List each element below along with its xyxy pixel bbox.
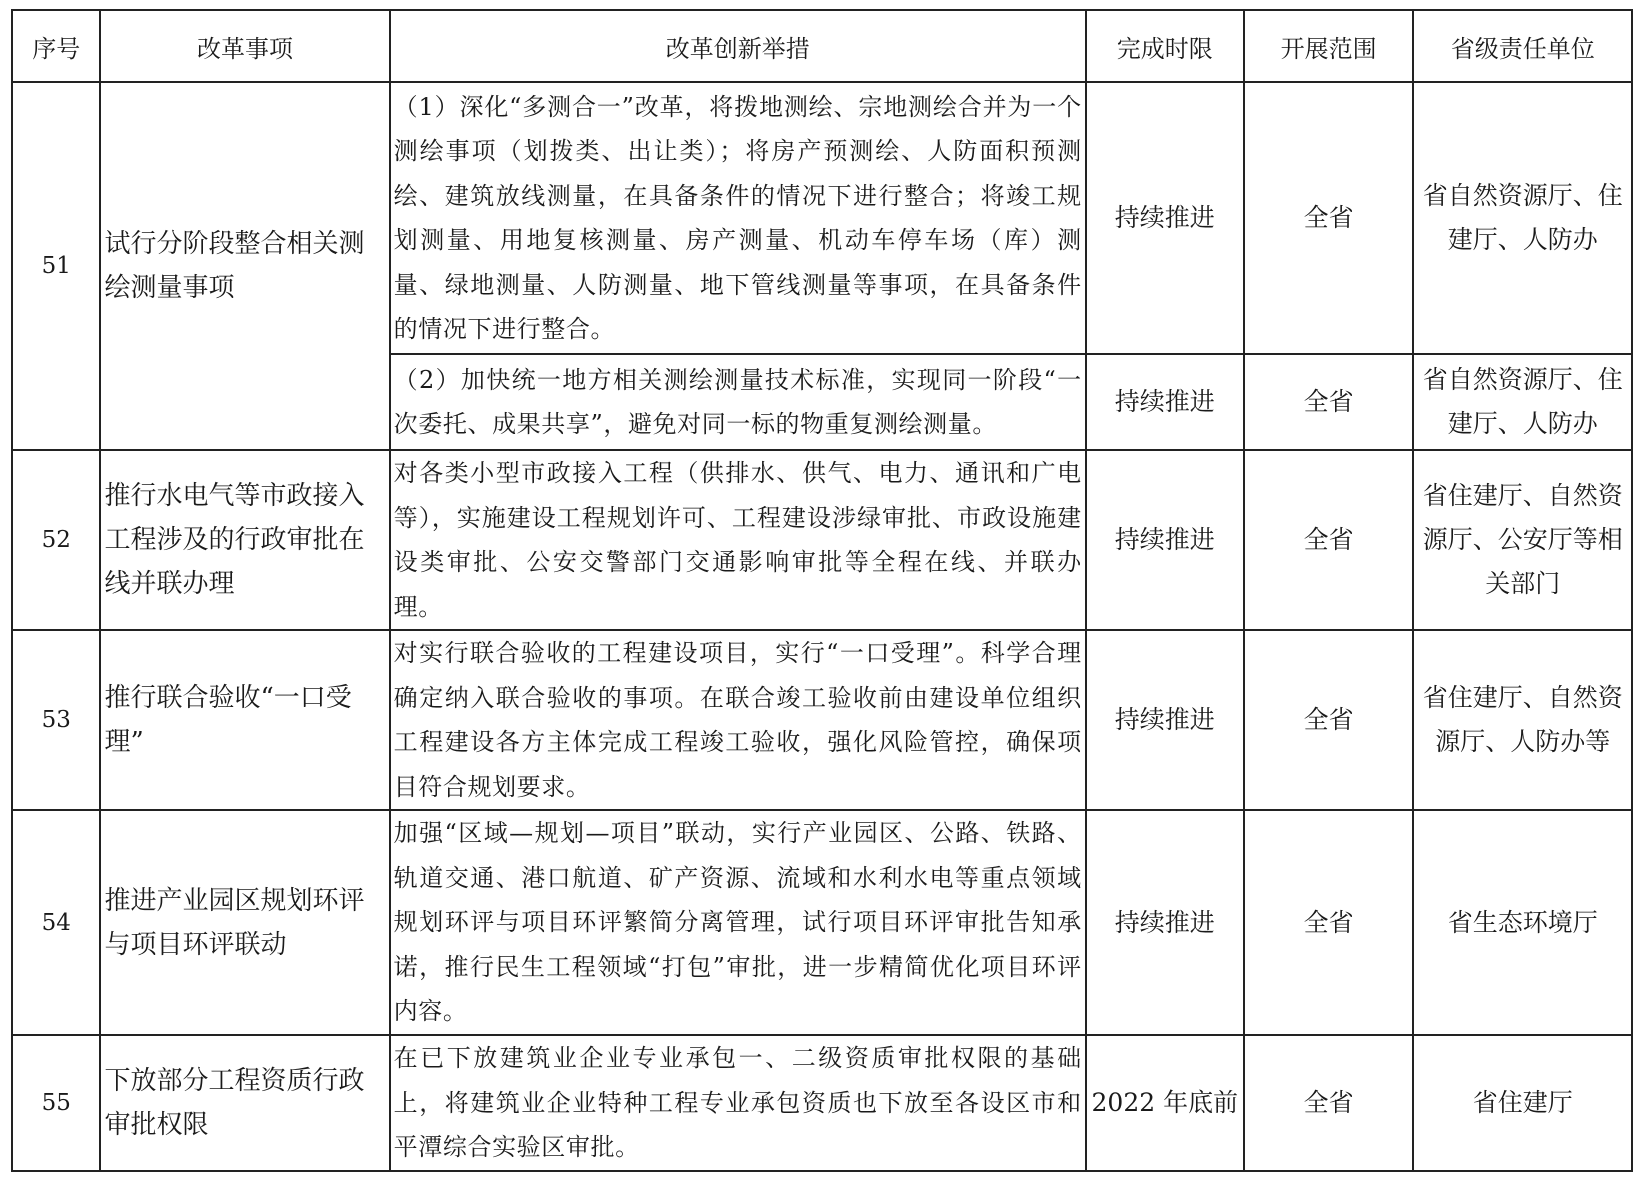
header-item: 改革事项 [100,10,389,82]
deadline-cell: 持续推进 [1086,82,1244,354]
deadline-cell: 持续推进 [1086,450,1244,630]
scope-cell: 全省 [1244,354,1414,450]
deadline-cell: 持续推进 [1086,354,1244,450]
table-row [12,82,1632,354]
reform-measure: 对各类小型市政接入工程（供排水、供气、电力、通讯和广电等），实施建设工程规划许可、工程建设涉绿审批、市政设施建设类审批、公安交警部门交通影响审批等全程在线、并联办理。 [390,450,1086,630]
scope-cell: 全省 [1244,630,1414,810]
table-row [12,450,1632,630]
reform-measure: 在已下放建筑业企业专业承包一、二级资质审批权限的基础上，将建筑业企业特种工程专业承包资质也下放至各设区市和平潭综合实验区审批。 [390,1035,1086,1171]
row-number: 54 [12,810,100,1035]
header-num: 序号 [12,10,100,82]
reform-item: 推行水电气等市政接入工程涉及的行政审批在线并联办理 [100,450,389,630]
table-row [12,810,1632,1035]
reform-item: 试行分阶段整合相关测绘测量事项 [100,82,389,450]
header-measure: 改革创新举措 [390,10,1086,82]
reform-item: 推行联合验收“一口受理” [100,630,389,810]
reform-item: 下放部分工程资质行政审批权限 [100,1035,389,1171]
scope-cell: 全省 [1244,810,1414,1035]
reform-measure: 加强“区域—规划—项目”联动，实行产业园区、公路、铁路、轨道交通、港口航道、矿产资源、流域和水利水电等重点领域规划环评与项目环评繁简分离管理，试行项目环评审批告知承诺，推行民生工程领域“打包”审批，进一步精简优化项目环评内容。 [390,810,1086,1035]
row-number: 53 [12,630,100,810]
deadline-cell: 2022 年底前 [1086,1035,1244,1171]
scope-cell: 全省 [1244,82,1414,354]
row-number: 52 [12,450,100,630]
deadline-cell: 持续推进 [1086,810,1244,1035]
scope-cell: 全省 [1244,1035,1414,1171]
row-number: 51 [12,82,100,450]
header-row [12,10,1632,82]
responsible-unit: 省住建厅 [1413,1035,1632,1171]
row-number: 55 [12,1035,100,1171]
reform-measures-table [11,9,1633,1172]
reform-measure: 对实行联合验收的工程建设项目，实行“一口受理”。科学合理确定纳入联合验收的事项。在联合竣工验收前由建设单位组织工程建设各方主体完成工程竣工验收，强化风险管控，确保项目符合规划要求。 [390,630,1086,810]
scope-cell: 全省 [1244,450,1414,630]
deadline-cell: 持续推进 [1086,630,1244,810]
responsible-unit: 省自然资源厅、住建厅、人防办 [1413,354,1632,450]
table-row [12,1035,1632,1171]
header-unit: 省级责任单位 [1413,10,1632,82]
header-scope: 开展范围 [1244,10,1414,82]
responsible-unit: 省自然资源厅、住建厅、人防办 [1413,82,1632,354]
reform-measure: （2）加快统一地方相关测绘测量技术标准，实现同一阶段“一次委托、成果共享”，避免对同一标的物重复测绘测量。 [390,354,1086,450]
reform-measure: （1）深化“多测合一”改革，将拨地测绘、宗地测绘合并为一个测绘事项（划拨类、出让类）；将房产预测绘、人防面积预测绘、建筑放线测量，在具备条件的情况下进行整合；将竣工规划测量、用地复核测量、房产测量、机动车停车场（库）测量、绿地测量、人防测量、地下管线测量等事项，在具备条件的情况下进行整合。 [390,82,1086,354]
responsible-unit: 省住建厅、自然资源厅、公安厅等相关部门 [1413,450,1632,630]
responsible-unit: 省生态环境厅 [1413,810,1632,1035]
table-row [12,630,1632,810]
responsible-unit: 省住建厅、自然资源厅、人防办等 [1413,630,1632,810]
header-deadline: 完成时限 [1086,10,1244,82]
reform-item: 推进产业园区规划环评与项目环评联动 [100,810,389,1035]
